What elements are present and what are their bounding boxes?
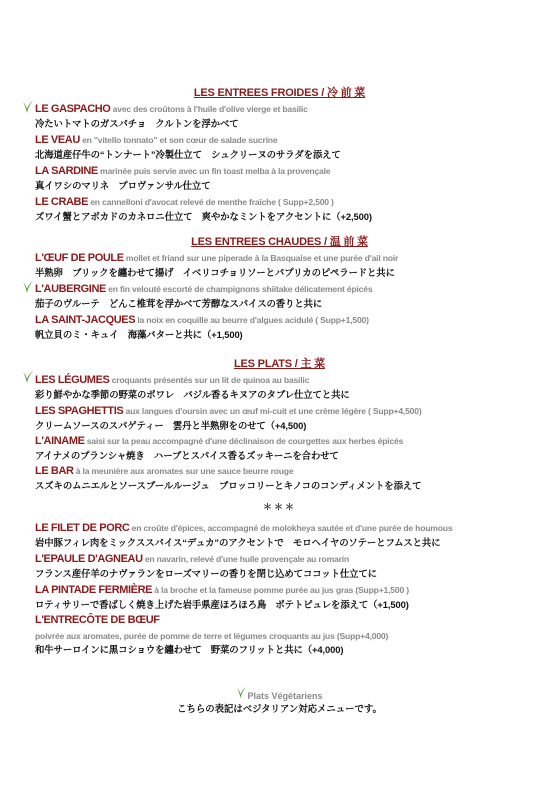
menu-item-aubergine <box>35 280 550 311</box>
vegetarian-note: こちらの表記はベジタリアン対応メニューです。 <box>177 703 382 714</box>
dish-name: LE CRABE <box>35 196 89 208</box>
menu-item-saint-jacques <box>35 311 550 342</box>
vegetarian-legend-label: Plats Végétariens <box>247 691 323 702</box>
dish-japanese: 北海道産仔牛の“トンナート”冷製仕立て シュクリーヌのサラダを添えて <box>35 148 341 160</box>
menu-item-gaspacho <box>35 100 550 131</box>
dish-name: L'ENTRECÔTE DE BŒUF <box>35 614 160 626</box>
dish-name: LE FILET DE PORC <box>35 522 130 534</box>
dish-name: L'AUBERGINE <box>35 283 106 295</box>
dish-japanese: 岩中豚フィレ肉をミックススパイス“デュカ”のアクセントで モロヘイヤのソテーとフムスと共に <box>35 536 441 548</box>
dish-japanese: ズワイ蟹とアボカドのカネロニ仕立て 爽やかなミントをアクセントに（+2,500) <box>35 210 372 222</box>
vegetarian-leaf-icon <box>22 370 34 384</box>
dish-description: saisi sur la peau accompagné d'une déclinaison de courgettes aux herbes épicés <box>84 436 404 446</box>
menu-item-spaghettis <box>35 402 550 433</box>
dish-description: la noix en coquille au beurre d'algues acidulé ( Supp+1,500) <box>135 315 369 325</box>
dish-description: croquants présentés sur un lit de quinoa au basilic <box>109 375 310 385</box>
dish-japanese: 半熟卵 ブリックを纏わせて揚げ イベリコチョリソーとパプリカのピペラードと共に <box>35 266 395 278</box>
dish-japanese: 彩り鮮やかな季節の野菜のポワレ バジル香るキヌアのタブレ仕立てと共に <box>35 388 350 400</box>
separator-stars: ＊＊＊ <box>262 502 296 512</box>
dish-description: poivrée aux aromates, purée de pomme de terre et légumes croquants au jus (Supp+4,000) <box>35 630 389 641</box>
dish-japanese: 茄子のヴルーテ どんこ椎茸を浮かべて芳醇なスパイスの香りと共に <box>35 297 323 309</box>
dish-japanese: スズキのムニエルとソースブールルージュ ブロッコリーとキノコのコンディメントを添えて <box>35 479 422 491</box>
dish-description: à la meunière aux aromates sur une sauce beurre rouge <box>73 466 294 476</box>
dish-name: LE BAR <box>35 465 74 477</box>
dish-japanese: 帆立貝のミ・キュイ 海藻バターと共に（+1,500) <box>35 328 243 340</box>
dish-description: en fin velouté escorté de champignons shiitake délicatement épicés <box>105 284 373 294</box>
dish-description: en cannelloni d'avocat relevé de menthe fraîche ( Supp+2,500 ) <box>88 197 334 207</box>
menu-item-crabe <box>35 193 550 224</box>
dish-name: L'EPAULE D'AGNEAU <box>35 553 143 565</box>
dish-name: LES SPAGHETTIS <box>35 405 124 417</box>
dish-description: en croûte d'épices, accompagné de molokheya sautée et d'une purée de houmous <box>129 523 453 533</box>
dish-japanese: ロティサリーで香ばしく焼き上げた岩手県産ほろほろ鳥 ポテトピュレを添えて（+1,500) <box>35 598 409 610</box>
menu-item-entrecote <box>35 611 550 658</box>
vegetarian-leaf-icon <box>22 280 34 294</box>
dish-japanese: アイナメのプランシャ焼き ハーブとスパイス香るズッキーニを合わせて <box>35 449 339 461</box>
dish-japanese: 和牛サーロインに黒コショウを纏わせて 野菜のフリットと共に（+4,000) <box>35 644 344 655</box>
dish-japanese: 冷たいトマトのガスパチョ クルトンを浮かべて <box>35 117 239 129</box>
dish-name: LA PINTADE FERMIÈRE <box>35 584 153 596</box>
menu-item-oeuf <box>35 249 550 280</box>
section-title-plats: LES PLATS / 主 菜 <box>234 358 325 370</box>
dish-name: L'AINAME <box>35 435 85 447</box>
dish-description: aux langues d'oursin avec un œuf mi-cuit et une crème légère ( Supp+4,500) <box>123 406 422 416</box>
menu-item-ainame <box>35 432 550 463</box>
dish-name: LA SAINT-JACQUES <box>35 314 136 326</box>
dish-name: LE GASPACHO <box>35 103 111 115</box>
dish-japanese: クリームソースのスパゲティー 雲丹と半熟卵をのせて（+4,500) <box>35 419 307 431</box>
menu-item-bar <box>35 462 550 493</box>
dish-description: en "vitello tonnato" et son cœur de salade sucrine <box>79 135 278 145</box>
dish-japanese: 真イワシのマリネ プロヴァンサル仕立て <box>35 179 211 191</box>
dish-name: LES LÉGUMES <box>35 374 110 386</box>
dish-description: avec des croûtons à l'huile d'olive vierge et basilic <box>110 104 308 114</box>
dish-description: à la broche et la fameuse pomme purée au jus gras (Supp+1,500 ) <box>152 585 409 595</box>
section-title-entrees-chaudes: LES ENTREES CHAUDES / 温 前 菜 <box>191 236 368 248</box>
dish-name: LA SARDINE <box>35 165 98 177</box>
menu-item-agneau <box>35 550 550 581</box>
menu-item-veau <box>35 131 550 162</box>
dish-name: LE VEAU <box>35 134 80 146</box>
section-title-entrees-froides: LES ENTREES FROIDES / 冷 前 菜 <box>193 87 366 99</box>
dish-description: marinée puis servie avec un fin toast melba à la provençale <box>97 166 331 176</box>
menu-item-porc <box>35 519 550 550</box>
menu-item-sardine <box>35 162 550 193</box>
menu-item-pintade <box>35 581 550 612</box>
menu-item-legumes <box>35 371 550 402</box>
dish-description: en navarin, relevé d'une huile provençale au romarin <box>142 554 349 564</box>
dish-name: L'ŒUF DE POULE <box>35 252 124 264</box>
dish-description: mollet et friand sur une piperade à la Basquaise et une purée d'ail noir <box>123 253 399 263</box>
vegetarian-leaf-icon <box>22 100 34 114</box>
dish-japanese: フランス産仔羊のナヴァランをローズマリーの香りを閉じ込めてココット仕立てに <box>35 567 377 579</box>
